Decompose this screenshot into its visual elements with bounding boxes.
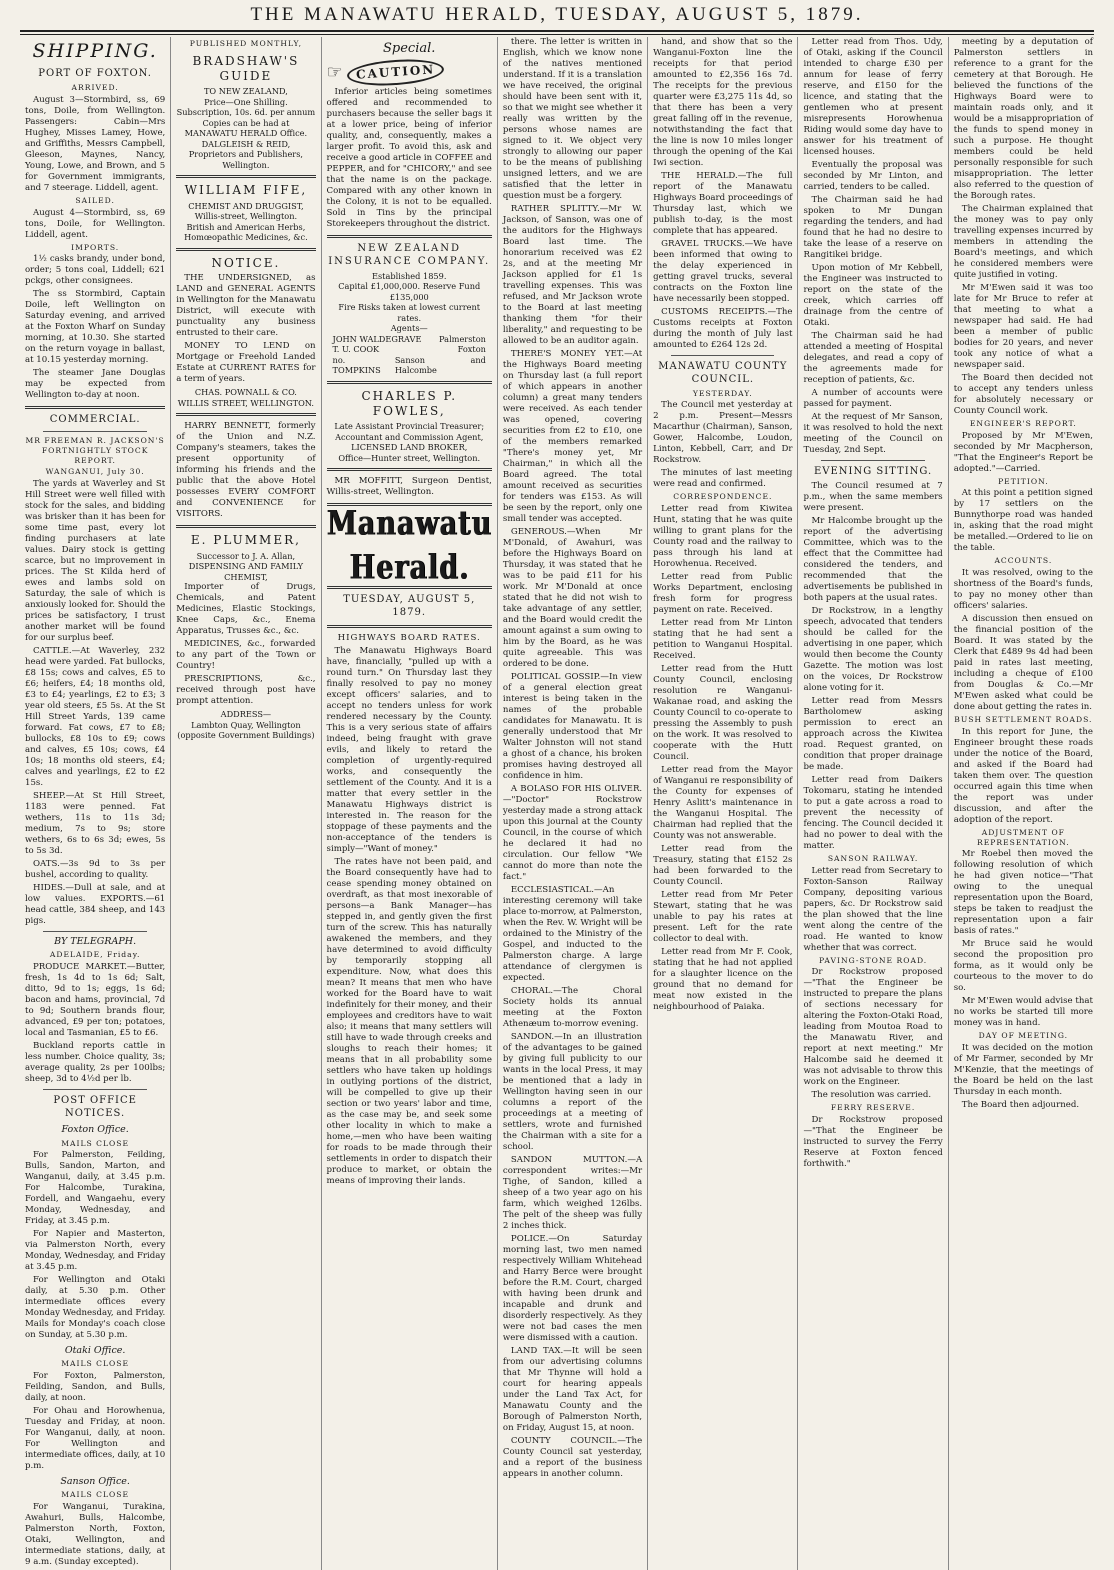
post-office-heading: POST OFFICE NOTICES.: [53, 1094, 137, 1119]
otaki-text-2: For Ohau and Horowhenua, Tuesday and Friday, at noon. For Wanganui, daily, at noon. For Wellington and intermediate offices, daily, at 10 p.m.: [25, 1406, 166, 1472]
imports-text: 1½ casks brandy, under bond, order; 5 tons coal, Liddell; 621 pckgs, other consignees.: [25, 254, 166, 287]
telegraph-text-2: Buckland reports cattle in less number. Choice quality, 3s; average quality, 2s per 100lbs; sheep, 3d to 4½d per lb.: [25, 1040, 166, 1084]
divider: [671, 355, 774, 356]
stock-report-heading: MR FREEMAN R. JACKSON'S FORTNIGHTLY STOCK REPORT.: [25, 436, 165, 465]
mails-close-label: MAILS CLOSE: [61, 1490, 129, 1500]
news-paragraph: Letter read from Mr Peter Stewart, stating that he was unable to pay his rates at present. Left for the rate collector to deal with.: [653, 890, 793, 945]
column-6: [797, 37, 947, 1570]
news-paragraph: A BOLASO FOR HIS OLIVER.—"Doctor" Rockstrow yesterday made a strong attack upon this journal at the County Council, in the course of which he declared it had no circulation. Our fellow "We cannot do more than note the fact.": [502, 784, 643, 882]
news-paragraph: there. The letter is written in English, which we know none of the natives mentioned understand. If it is a translation we have received, the original should have been sent with it, so that we might see whether it really was written by the persons whose names are signed to it. We object very strongly to allowing our paper to be the means of publishing unsigned letters, and we are satisfied that the letter in question must be a forgery.: [502, 37, 643, 201]
news-paragraph: Dr Rockstrow proposed—"That the Engineer be instructed to prepare the plans of sections necessary for altering the Foxton-Otaki Road, leading from Moutoa Road to the Manawatu River, and report at next meeting." Mr Halcombe said he deemed it was not advisable to throw this work on the Engineer.: [803, 967, 943, 1088]
divider: [176, 248, 315, 251]
sanson-office-heading: Sanson Office.: [60, 1476, 130, 1488]
address-label: ADDRESS—: [220, 709, 272, 720]
column-4: [497, 37, 647, 1570]
news-paragraph: Letter read from Public Works Department, enclosing fresh form for progress payment on rate. Received.: [653, 572, 793, 616]
news-paragraph: Letter read from Mr F. Cook, stating that he had not applied for a slaughter licence on the ground that no demand for meat now existed in the neighbourhood of Paiaka.: [653, 947, 793, 1013]
meeting-day-heading: DAY OF MEETING.: [978, 1031, 1069, 1041]
insurance-fire: Fire Risks taken at lowest current rates.: [338, 302, 481, 323]
news-paragraph: The Council resumed at 7 p.m., when the same members were present.: [803, 480, 943, 513]
divider: [327, 235, 492, 238]
news-paragraph: The resolution was carried.: [811, 1090, 932, 1101]
news-paragraph: Eventually the proposal was seconded by Mr Linton, and carried, tenders to be called.: [803, 160, 943, 192]
publisher-sub: Proprietors and Publishers, Wellington.: [188, 149, 304, 170]
bradshaw-sub: TO NEW ZEALAND,: [203, 86, 288, 97]
sailed-text: August 4—Stormbird, ss, 69 tons, Doile, for Wellington. Liddell, agent.: [25, 207, 166, 240]
insurance-capital: Capital £1,000,000. Reserve Fund £135,000: [338, 281, 481, 302]
moffitt-text: MR MOFFITT, Surgeon Dentist, Willis-street, Wellington.: [326, 476, 492, 498]
news-paragraph: Letter read from Daikers Tokomaru, stating he intended to put a gate across a road to prevent the necessity of fencing. The Council decided it had no power to deal with the matter.: [803, 774, 943, 851]
fife-address: Willis-street, Wellington.: [194, 211, 298, 222]
news-paragraph: Letter read from the Treasury, stating that £152 2s had been forwarded to the County Council.: [653, 844, 793, 888]
news-paragraph: GENEROUS.—When Mr M'Donald, of Awahuri, was before the Highways Board on Thursday, it was stated that he was to be paid £11 for his work. Mr M'Donald at once stated that he did not wish to take advantage of any settler, and the Board would credit the amount against a sum owing to him by the Board, as he was quite agreeable. This was ordered to be done.: [502, 527, 643, 669]
news-paragraph: Letter read from Messrs Bartholomew asking permission to erect an approach across the Kiwitea road. Request granted, on condition that proper drainage be made.: [803, 695, 943, 772]
agent-place: Palmerston: [439, 333, 486, 344]
news-paragraph: THERE'S MONEY YET.—At the Highways Board meeting on Thursday last (a full report of which appears in another column) a great many tenders were received. As each tender was opened, covering securities from £2 to £10, one of the members remarked "There's money yet, Mr Chairman," in which all the Board agreed. The total amount received as securities for tenders was £153. As will be seen by the report, only one small tender was accepted.: [502, 349, 643, 524]
news-paragraph: POLICE.—On Saturday morning last, two men named respectively William Whitehead and Harry Berce were brought before the R.M. Court, charged with having been drunk and incapable and drunk and disorderly respectively. As they were not bad cases the men were dismissed with a caution.: [502, 1234, 643, 1343]
news-paragraph: SANDON.—In an illustration of the advantages to be gained by giving full publicity to our wants in the local Press, it may be mentioned that a lady in Wellington having seen in our columns a report of the proceedings at a meeting of settlers, wrote and furnished the Chairman with a site for a school.: [502, 1032, 643, 1152]
news-paragraph: Proposed by Mr M'Ewen, seconded by Mr Macpherson, "That the Engineer's Report be adopted."—Carried.: [953, 430, 1093, 474]
divider: [327, 625, 492, 628]
insurance-title: NEW ZEALAND INSURANCE COMPANY.: [328, 242, 491, 267]
petition-heading: PETITION.: [998, 476, 1049, 486]
news-paragraph: A number of accounts were passed for payment.: [803, 388, 943, 409]
news-paragraph: Mr M'Ewen would advise that no works be started till more money was in hand.: [953, 996, 1093, 1029]
otaki-office-heading: Otaki Office.: [64, 1345, 126, 1357]
shipping-heading: SHIPPING.: [32, 40, 158, 62]
news-paragraph: POLITICAL GOSSIP.—In view of a general election great interest is being taken in the names of the probable candidates for Manawatu. It is generally understood that Mr Walter Johnston will not stand a ghost of a chance, his broken promises having destroyed all confidence in him.: [502, 672, 643, 781]
fife-name: WILLIAM FIFE,: [184, 183, 308, 198]
foxton-office-heading: Foxton Office.: [61, 1124, 129, 1136]
news-paragraph: The Chairman explained that the money was to pay only travelling expenses incurred by members in attending the Board's meetings, and which he considered members were quite justified in voting.: [953, 204, 1093, 280]
sanson-text: For Wanganui, Turakina, Awahuri, Bulls, Halcombe, Palmerston North, Foxton, Otaki, Wellington, and intermediate stations, daily, at 9 a.m. (Sunday excepted).: [25, 1502, 166, 1568]
road-heading: PAVING-STONE ROAD.: [819, 955, 928, 965]
sheep-text: SHEEP.—At St Hill Street, 1183 were penned. Fat wethers, 11s to 11s 3d; medium, 7s to 9s; store wethers, 6s to 6s 3d; ewes, 5s to 5s 3d.: [25, 790, 166, 856]
telegraph-place: ADELAIDE, Friday.: [49, 950, 141, 960]
news-paragraph: The Council met yesterday at 2 p.m. Present—Messrs Macarthur (Chairman), Sanson, Gower, Halcombe, Loudon, Linton, Kebbell, Carr, and Dr Rockstrow.: [653, 400, 793, 466]
published-monthly: PUBLISHED MONTHLY,: [189, 39, 303, 48]
agent-place: Sanson and Halcombe: [394, 354, 486, 376]
news-paragraph: The Chairman said he had attended a meeting of Hospital delegates, and read a copy of the agreements made for reception of patients, &c.: [803, 331, 943, 385]
plummer-sub: Successor to J. A. Allan,: [196, 550, 296, 561]
foxton-text-2: For Napier and Masterton, via Palmerston North, every Monday, Wednesday, and Friday at 3.45 p.m.: [25, 1229, 166, 1273]
column-5: [647, 37, 797, 1570]
plummer-trade: DISPENSING AND FAMILY CHEMIST,: [188, 561, 304, 582]
news-paragraph: LAND TAX.—It will be seen from our advertising columns that Mr Thynne will hold a court for hearing appeals under the Land Tax Act, for Manawatu County and the Borough of Palmerston North, on Friday, August 15, at noon.: [502, 1346, 643, 1433]
column-3: [321, 37, 497, 1570]
masthead: THE MANAWATU HERALD, TUESDAY, AUGUST 5, 1879.: [250, 4, 864, 25]
news-paragraph: SANDON MUTTON.—A correspondent writes:—Mr Tighe, of Sandon, killed a sheep of a two year ago on his farm, which weighed 126lbs. The pelt of the sheep was fully 2 inches thick.: [502, 1155, 643, 1231]
agents-label: Agents—: [390, 323, 428, 334]
copies-note: Copies can be had at MANAWATU HERALD Office.: [184, 117, 308, 139]
engineer-report-heading: ENGINEER'S REPORT.: [969, 419, 1077, 428]
agent-name: no. TOMPKINS: [332, 354, 381, 376]
news-paragraph: meeting by a deputation of Palmerston settlers in reference to a grant for the cemetery at that Borough. He believed the functions of the Highways Board were to maintain roads only, and it would be a misappropriation of the funds to spend money in such a purpose. He thought members could be held personally responsible for such misappropriation. The letter also referred to the question of the Borough rates.: [953, 37, 1093, 201]
news-paragraph: CUSTOMS RECEIPTS.—The Customs receipts at Foxton during the month of July last amounted to £264 12s 2d.: [653, 307, 793, 350]
mails-close-label: MAILS CLOSE: [61, 1138, 129, 1148]
news-paragraph: Dr Rockstrow proposed—"That the Engineer be instructed to survey the Ferry Reserve at Foxton fenced forthwith.": [803, 1114, 943, 1169]
bradshaw-title: BRADSHAW'S GUIDE: [192, 53, 300, 84]
divider: [176, 525, 315, 528]
news-paragraph: The minutes of last meeting were read and confirmed.: [653, 468, 793, 490]
evening-sitting-heading: EVENING SITTING.: [813, 466, 933, 477]
news-paragraph: In this report for June, the Engineer brought these roads under the notice of the Board, and asked if the Board had taken them over. The question occurred again this time when the report was under discussion, and after the adoption of the report.: [953, 726, 1093, 825]
agent-name: JOHN WALDEGRAVE: [332, 333, 422, 344]
agent-row: [333, 344, 486, 355]
address-text: Lambton Quay, Wellington (opposite Government Buildings): [177, 719, 315, 741]
news-paragraph: ECCLESIASTICAL.—An interesting ceremony will take place to-morrow, at Palmerston, when the Rev. W. Wright will be ordained to the Ministry of the Gospel, and inducted to the Palmerston charge. A large attendance of clergymen is expected.: [502, 885, 643, 983]
news-paragraph: THE HERALD.—The full report of the Manawatu Highways Board proceedings of Thursday last, which we publish to-day, is the most complete that has appeared.: [653, 171, 793, 236]
imports-label: IMPORTS.: [71, 242, 120, 252]
notice-text-2: MONEY TO LEND on Mortgage or Freehold Landed Estate at CURRENT RATES for a term of years.: [176, 341, 316, 385]
ferry-reserve-heading: FERRY RESERVE.: [830, 1103, 916, 1113]
agent-row: [333, 334, 486, 345]
divider: [43, 1089, 147, 1090]
fowles-text: Late Assistant Provincial Treasurer; Accountant and Commission Agent, LICENSED LAND BROKER,: [334, 421, 485, 453]
news-paragraph: Mr M'Ewen said it was too late for Mr Bruce to refer at that meeting to what a newspaper had said. He had been a member of public bodies for 20 years, and never took any notice of what a newspaper said.: [953, 283, 1093, 370]
news-paragraph: Upon motion of Mr Kebbell, the Engineer was instructed to report on the state of the creek, which carries off drainage from the centre of Otaki.: [803, 263, 943, 328]
fowles-office: Office—Hunter street, Wellington.: [338, 452, 481, 463]
port-heading: PORT OF FOXTON.: [38, 68, 152, 80]
subscription: Subscription, 10s. 6d. per annum: [176, 107, 316, 118]
pointing-hand-icon: ☞: [326, 61, 343, 83]
caution-advert: [327, 60, 492, 85]
sanson-railway-heading: SANSON RAILWAY.: [827, 853, 919, 863]
telegraph-heading: BY TELEGRAPH.: [54, 935, 137, 947]
divider: [25, 406, 165, 409]
commercial-heading: COMMERCIAL.: [49, 414, 141, 426]
divider: [43, 931, 147, 932]
notice-text: THE UNDERSIGNED, as LAND and GENERAL AGENTS in Wellington for the Manawatu District, will execute with punctuality any business entrusted to their care.: [176, 273, 316, 339]
divider: [821, 460, 924, 461]
news-paragraph: Mr Halcombe brought up the report of the advertising Committee, which was to the effect that the Committee had considered the tenders, and recommended that the advertisements be published in both papers at the usual rates.: [803, 515, 943, 603]
hides-text: HIDES.—Dull at sale, and at low values. EXPORTS.—61 head cattle, 384 sheep, and 143 pigs.: [25, 882, 166, 926]
otaki-text: For Foxton, Palmerston, Feilding, Sandon, and Bulls, daily, at noon.: [25, 1371, 166, 1404]
notice-agent: CHAS. POWNALL & CO.: [194, 387, 297, 398]
fife-goods: British and American Herbs, Homœopathic Medicines, &c.: [184, 221, 308, 243]
column-1: [20, 37, 170, 1570]
news-paragraph: CHORAL.—The Choral Society holds its annual meeting at the Foxton Athenæum to-morrow evening.: [502, 986, 643, 1029]
agent-place: Foxton: [457, 344, 486, 355]
newspaper-nameplate: Manawatu Herald.: [326, 504, 492, 587]
oats-text: OATS.—3s 9d to 3s per bushel, according to quality.: [25, 858, 166, 880]
news-paragraph: At this point a petition signed by 17 settlers on the Bunnythorpe road was handed in, asking that the road might be metalled.—Ordered to lie on the table.: [953, 488, 1093, 554]
dateline: TUESDAY, AUGUST 5, 1879.: [343, 594, 476, 619]
agent-name: T. U. COOK: [332, 344, 380, 355]
news-paragraph: Letter read from the Mayor of Wanganui re responsibility of the County for expenses of Henry Aslitt's maintenance in the Wanganui Hospital. The Chairman had replied that the County was not answerable.: [653, 765, 793, 842]
agent-row: [333, 355, 486, 376]
divider: [176, 175, 315, 178]
arrived-text: August 3—Stormbird, ss, 69 tons, Doile, from Wellington. Passengers: Cabin—Mrs Hughey, Misses Lamey, Howe, and Griffiths, Messrs Campbell, Gleeson, Maynes, Nancy, Young, Lowe, and Brown, and 5 for Government immigrants, and 7 steerage. Liddell, agent.: [25, 94, 166, 193]
news-paragraph: Mr Bruce said he would second the proposition pro forma, as it would only be courteous to the mover to do so.: [953, 939, 1093, 994]
news-paragraph: Letter read from the Hutt County Council, enclosing resolution re Wanganui-Wakanae road, and asking the County Council to co-operate to pressing the Assembly to push on the work. It was resolved to cooperate with the Hutt Council.: [653, 664, 793, 763]
special-heading: Special.: [383, 41, 436, 56]
news-paragraph: It was resolved, owing to the shortness of the Board's funds, to pay no money other than officers' salaries.: [953, 568, 1093, 612]
leader-heading: HIGHWAYS BOARD RATES.: [337, 632, 481, 643]
prescriptions-text: PRESCRIPTIONS, &c., received through post have prompt attention.: [176, 674, 316, 707]
council-heading: MANAWATU COUNTY COUNCIL.: [658, 361, 788, 385]
plummer-name: E. PLUMMER,: [190, 533, 301, 548]
foxton-text-3: For Wellington and Otaki daily, at 5.30 p.m. Other intermediate offices every Monday Wednesday, and Friday. Mails for Monday's coach close on Sunday, at 5.30 p.m.: [25, 1275, 166, 1341]
notice-heading: NOTICE.: [211, 255, 281, 270]
news-paragraph: Mr Roebel then moved the following resolution of which he had given notice—"That owing to the unequal representation upon the Board, steps be taken to readjust the representation upon a fair basis of rates.": [953, 849, 1093, 937]
caution-text: Inferior articles being sometimes offered and recommended to purchasers because the seller bags it at a lower price, being of inferior quality, and, consequently, makes a larger profit. To avoid this, ask and receive a good article in COFFEE and PEPPER, and for "CHICORY," and see that the name is on the package. Compared with any other known in the Colony, it is not to be equalled. Sold in Tins by the principal Storekeepers throughout the district.: [326, 86, 492, 229]
news-paragraph: The Chairman said he had spoken to Mr Dungan regarding the tenders, and had found that he had no desire to take the lease of a reserve on Rangitikei bridge.: [803, 195, 943, 260]
bradshaw-price: Price—One Shilling.: [204, 96, 288, 107]
leader-paragraph: The rates have not been paid, and the Board consequently have had to cease spending money obtained on overdraft, as that most inexorable of persons—a Bank Manager—has stepped in, and gently given the first turn of the screw. This has naturally awakened the members, and they have determined to avoid difficulty by temporarily stopping all expenditure. Now, what does this mean? It means that men who have worked for the Board have to wait indefinitely for their money, and their employees and creditors have to wait also; it means that many settlers will still have to wade through creeks and sloughs to reach their homes; it means that in all probability some settlers who have taken up holdings in outlying portions of the district, will be compelled to give up their section or two years' labor and time, as the case may be, and seek some other locality in which to make a home,—men who have been waiting for roads to be made through their settlements in order to dispatch their produce to market, or obtain the means of improving their lands.: [326, 856, 492, 1186]
divider: [327, 468, 492, 471]
news-paragraph: Letter read from Mr Linton stating that he had sent a petition to Wanganui Hospital. Received.: [653, 618, 793, 662]
plummer-text: Importer of Drugs, Chemicals, and Patent Medicines, Elastic Stockings, Knee Caps, &c., Enema Apparatus, Trusses &c., &c.: [176, 582, 316, 637]
news-paragraph: At the request of Mr Sanson, it was resolved to hold the next meeting of the Council on Tuesday, 2nd Sept.: [803, 412, 943, 455]
news-paragraph: The Board then decided not to accept any tenders unless for absolutely necessary or County Council work.: [953, 373, 1093, 416]
notice-address: WILLIS STREET, WELLINGTON.: [177, 397, 315, 408]
masthead-rule: [20, 30, 1094, 35]
fowles-name: CHARLES P. FOWLES,: [361, 388, 458, 418]
news-paragraph: COUNTY COUNCIL.—The County Council sat yesterday, and a report of the business appears in another column.: [502, 1436, 643, 1479]
page-columns: [20, 37, 1098, 1568]
divider: [176, 413, 315, 416]
representation-heading: ADJUSTMENT OF REPRESENTATION.: [977, 827, 1070, 847]
telegraph-text: PRODUCE MARKET.—Butter, fresh, 1s 4d to 1s 6d; Salt, ditto, 9d to 1s; eggs, 1s 6d; bacon and hams, provincial, 7d to 9d; Southern brands flour, advanced, £9 per ton; potatoes, local and Tasmanian, £5 to £6.: [25, 961, 166, 1038]
accounts-heading: ACCOUNTS.: [994, 556, 1053, 566]
bush-roads-heading: BUSH SETTLEMENT ROADS.: [954, 715, 1093, 725]
news-paragraph: Letter read from Secretary to Foxton-Sanson Railway Company, depositing various papers, &c. Dr Rockstrow said the plan showed that the line went along the centre of the road. He wanted to know whether that was correct.: [803, 865, 943, 953]
insurance-established: Established 1859.: [372, 270, 447, 281]
plummer-text-2: MEDICINES, &c., forwarded to any part of the Town or Country!: [176, 639, 316, 672]
news-paragraph: hand, and show that so the Wanganui-Foxton line the receipts for that period amounted to £2,356 16s 7d. The receipts for the previous quarter were £3,275 11s 4d, so that there has been a very great falling off in the revenue, notwithstanding the fact that the line is now 10 miles longer through the opening of the Kai Iwi section.: [653, 37, 793, 168]
publisher: DALGLEISH & REID,: [201, 138, 291, 149]
news-paragraph: RATHER SPLITTY.—Mr W. Jackson, of Sanson, was one of the auditors for the Highways Board last time. The honorarium received was £2 2s, and at the meeting Mr Jackson applied for £1 1s travelling expenses. This was refused, and Mr Jackson wrote to the Board at last meeting thanking them "for their liberality," and requesting to be allowed to be an auditor again.: [502, 204, 643, 346]
foxton-text: For Palmerston, Feilding, Bulls, Sandon, Marton, and Wanganui, daily, at 3.45 p.m. For Halcombe, Turakina, Fordell, and Wangaehu, every Monday, Wednesday, and Friday, at 3.45 p.m.: [25, 1150, 166, 1227]
council-subheading: YESTERDAY.: [692, 388, 753, 398]
fife-trade: CHEMIST AND DRUGGIST,: [188, 200, 304, 211]
news-paragraph: GRAVEL TRUCKS.—We have been informed that owing to the delay experienced in getting gravel trucks, several contracts on the Foxton line have necessarily been stopped.: [653, 239, 793, 304]
correspondence-heading: CORRESPONDENCE.: [673, 492, 773, 502]
column-7: [948, 37, 1098, 1570]
shipping-note-2: The steamer Jane Douglas may be expected from Wellington to-day at noon.: [25, 368, 166, 401]
stock-text: The yards at Waverley and St Hill Street were well filled with stock for the sales, and bidding was brisker than it has been for some time past, every lot finding purchasers at late values. Dairy stock is getting scarce, but no improvement in prices. The St Kilda herd of ewes and lambs sold on Saturday, the sale of which is anxiously looked for. Should the prices be satisfactory, I trust another market will be found for our surplus beef.: [25, 478, 166, 643]
news-paragraph: Letter read from Kiwitea Hunt, stating that he was quite willing to grant plans for the County road and the railway to pass through his land at Horowhenua. Received.: [653, 504, 793, 570]
column-2: [170, 37, 320, 1570]
shipping-note: The ss Stormbird, Captain Doile, left Wellington on Saturday evening, and arrived at the Foxton Wharf on Sunday morning, at 10.30. She started on the return voyage in ballast, at 10.15 yesterday morning.: [25, 289, 166, 366]
divider: [327, 381, 492, 384]
arrived-label: ARRIVED.: [71, 83, 119, 93]
mails-close-label: MAILS CLOSE: [61, 1359, 129, 1369]
cattle-text: CATTLE.—At Waverley, 232 head were yarded. Fat bullocks, £8 15s; cows and calves, £5 to £6; heifers, £4; 18 months old, £3 to £4; yearlings, £2 to £3; 3 year old steers, £5 5s. At the St Hill Street Yards, 139 came forward. Fat cows, £7 to £8; bullocks, £8 10s to £9; cows and calves, £5 10s; cows, £4 10s; 18 months old steers, £4; calves and yearlings, £2 to £2 15s.: [25, 645, 166, 788]
news-paragraph: The Board then adjourned.: [961, 1100, 1080, 1111]
news-paragraph: Letter read from Thos. Udy, of Otaki, asking if the Council intended to charge £30 per annum for lease of ferry reserve, and £150 for the licence, and stating that the gentlemen who at present misrepresents Horowhenua Riding would some day have to answer for his treatment of licensed houses.: [803, 37, 943, 157]
sailed-label: SAILED.: [75, 195, 115, 205]
news-paragraph: It was decided on the motion of Mr Farmer, seconded by Mr M'Kenzie, that the meetings of the Board be held on the last Thursday in each month.: [953, 1043, 1093, 1098]
news-paragraph: A discussion then ensued on the financial position of the Board. It was stated by the Clerk that £489 9s 4d had been paid in rates last meeting, including a cheque of £100 from Douglas & Co.—Mr M'Ewen asked what could be done about getting the rates in.: [953, 614, 1093, 713]
leader-paragraph: The Manawatu Highways Board have, financially, "pulled up with a round turn." On Thursday last they finally resolved to pay no money except officers' salaries, and to accept no tenders unless for work rendered necessary by the County. This is a very serious state of affairs indeed, being fraught with grave evils, and likely to retard the completion of urgently-required works, and consequently the settlement of the County. And it is a matter that every settler in the Manawatu Highways district is interested in. The reason for the stoppage of these payments and the non-acceptance of the tenders is simply—"Want of money.": [326, 645, 492, 854]
news-paragraph: Dr Rockstrow, in a lengthy speech, advocated that tenders should be called for the advertising in one paper, which would then become the County Gazette. The motion was lost on the voices, Dr Rockstrow alone voting for it.: [803, 605, 943, 693]
stock-place: WANGANUI, July 30.: [45, 467, 145, 477]
divider: [43, 431, 147, 432]
bennett-text: HARRY BENNETT, formerly of the Union and N.Z. Company's steamers, takes the present opportunity of informing his friends and the public that the above Hotel possesses EVERY COMFORT and CONVENIENCE for VISITORS.: [176, 421, 316, 520]
caution-stamp: CAUTION: [346, 56, 445, 88]
